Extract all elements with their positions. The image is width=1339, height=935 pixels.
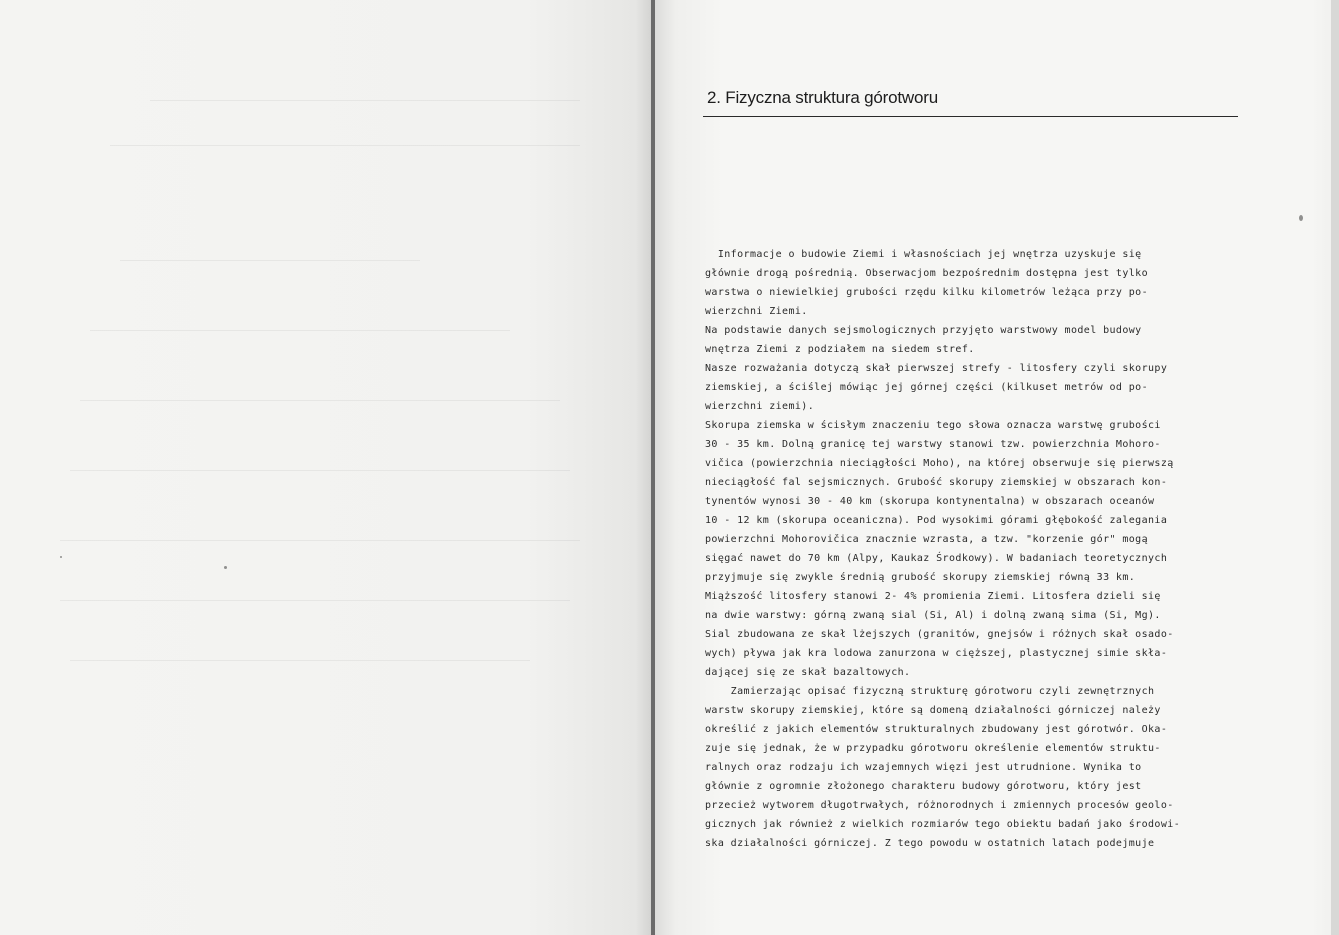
text-line: wych) pływa jak kra lodowa zanurzona w cięższej, plastycznej simie skła- [705, 648, 1168, 659]
text-line: gicznych jak również z wielkich rozmiarów tego obiektu badań jako środowi- [705, 819, 1181, 830]
text-line: ziemskiej, a ściślej mówiąc jej górnej części (kilkuset metrów od po- [705, 382, 1149, 393]
text-line: 10 - 12 km (skorupa oceaniczna). Pod wysokimi górami głębokość zalegania [705, 515, 1168, 526]
text-line: sięgać nawet do 70 km (Alpy, Kaukaz Środkowy). W badaniach teoretycznych [705, 553, 1168, 564]
text-line: głównie drogą pośrednią. Obserwacjom bezpośrednim dostępna jest tylko [705, 268, 1149, 279]
text-line: ralnych oraz rodzaju ich wzajemnych więzi jest utrudnione. Wynika to [705, 762, 1142, 773]
text-line: Nasze rozważania dotyczą skał pierwszej strefy - litosfery czyli skorupy [705, 363, 1168, 374]
text-line: powierzchni Mohorovičica znacznie wzrasta, a tzw. "korzenie gór" mogą [705, 534, 1149, 545]
text-line: na dwie warstwy: górną zwaną sial (Si, Al) i dolną zwaną sima (Si, Mg). [705, 610, 1161, 621]
speck-mark [224, 566, 227, 569]
text-line: 30 - 35 km. Dolną granicę tej warstwy stanowi tzw. powierzchnia Mohoro- [705, 439, 1161, 450]
text-line: wnętrza Ziemi z podziałem na siedem stref. [705, 344, 975, 355]
text-line: głównie z ogromnie złożonego charakteru budowy górotworu, który jest [705, 781, 1142, 792]
section-heading: 2. Fizyczna struktura górotworu [707, 88, 938, 107]
page-edge [1331, 0, 1339, 935]
body-text [705, 245, 1235, 853]
text-line: Zamierzając opisać fizyczną strukturę górotworu czyli zewnętrznych [705, 686, 1155, 697]
speck-mark [60, 556, 62, 558]
text-line: Skorupa ziemska w ścisłym znaczeniu tego słowa oznacza warstwę grubości [705, 420, 1161, 431]
text-line: tynentów wynosi 30 - 40 km (skorupa kontynentalna) w obszarach oceanów [705, 496, 1155, 507]
text-line: vičica (powierzchnia nieciągłości Moho), na której obserwuje się pierwszą [705, 458, 1174, 469]
text-line: ska działalności górniczej. Z tego powodu w ostatnich latach podejmuje [705, 838, 1155, 849]
text-line: zuje się jednak, że w przypadku górotworu określenie elementów struktu- [705, 743, 1161, 754]
text-line: Na podstawie danych sejsmologicznych przyjęto warstwowy model budowy [705, 325, 1142, 336]
text-line: warstw skorupy ziemskiej, które są domeną działalności górniczej należy [705, 705, 1161, 716]
text-line: wierzchni Ziemi. [705, 306, 808, 317]
text-line: Miąższość litosfery stanowi 2- 4% promienia Ziemi. Litosfera dzieli się [705, 591, 1161, 602]
text-line: warstwa o niewielkiej grubości rzędu kilku kilometrów leżąca przy po- [705, 287, 1149, 298]
text-line: określić z jakich elementów strukturalnych zbudowany jest górotwór. Oka- [705, 724, 1168, 735]
left-page-blank [0, 0, 655, 935]
text-line: dającej się ze skał bazaltowych. [705, 667, 911, 678]
text-line: Informacje o budowie Ziemi i własnościach jej wnętrza uzyskuje się [705, 249, 1142, 260]
text-line: przecież wytworem długotrwałych, różnorodnych i zmiennych procesów geolo- [705, 800, 1174, 811]
text-line: Sial zbudowana ze skał lżejszych (granitów, gnejsów i różnych skał osado- [705, 629, 1174, 640]
text-line: nieciągłość fal sejsmicznych. Grubość skorupy ziemskiej w obszarach kon- [705, 477, 1168, 488]
text-line: wierzchni ziemi). [705, 401, 815, 412]
speck-mark [1299, 215, 1303, 221]
heading-underline [703, 116, 1238, 117]
text-line: przyjmuje się zwykle średnią grubość skorupy ziemskiej równą 33 km. [705, 572, 1136, 583]
